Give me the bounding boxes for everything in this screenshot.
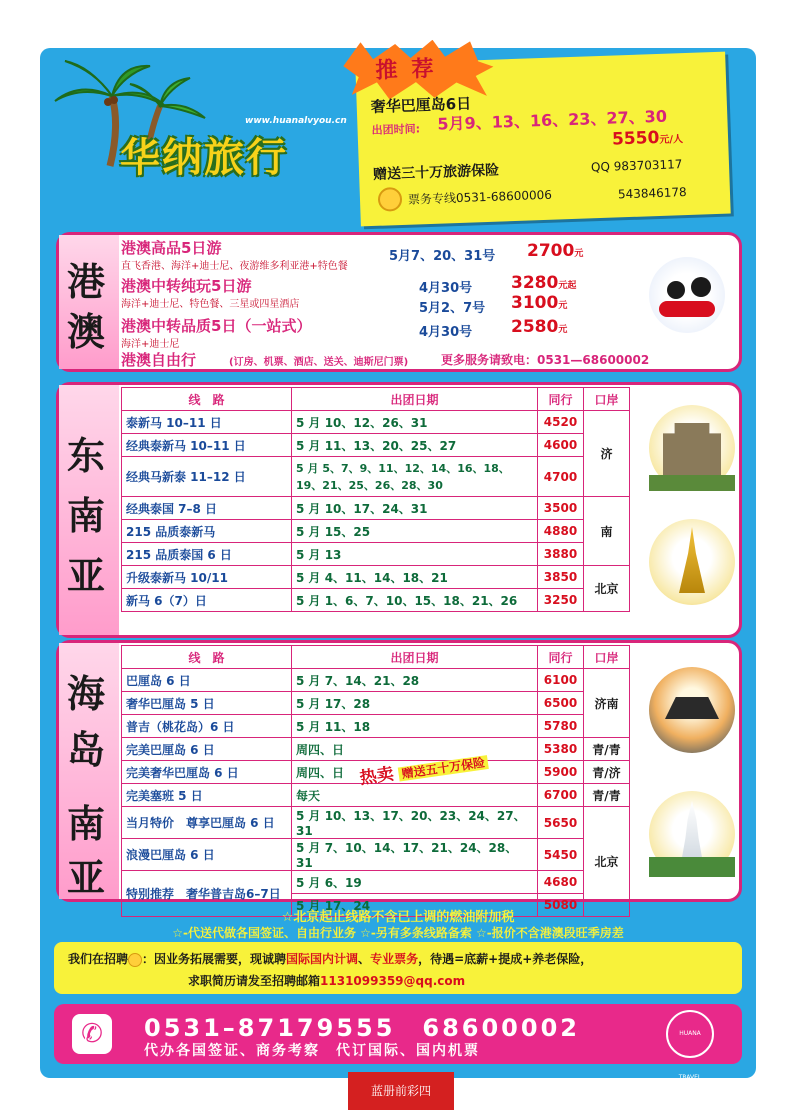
company-stamp: HUANA TRAVEL <box>666 1010 714 1058</box>
route-title: 港澳中转纯玩5日游 <box>121 277 252 295</box>
port-cell: 青/青 <box>584 738 630 761</box>
side-char: 岛 <box>67 727 106 772</box>
contact-box <box>54 1004 742 1081</box>
header-price: 同行 <box>538 388 584 411</box>
free-travel-title: 港澳自由行 <box>121 351 197 369</box>
route-price: 4680 <box>538 871 584 894</box>
church-ruins-image <box>649 405 735 491</box>
route-price: 3100元 <box>511 293 568 313</box>
table-row <box>122 566 630 589</box>
smiley-icon <box>378 187 403 212</box>
route-name: 巴厘岛 6 日 <box>122 669 292 692</box>
side-char: 南 <box>67 801 106 846</box>
route-price: 5780 <box>538 715 584 738</box>
notice-line: ☆北京起止线路不含已上调的燃油附加税 <box>281 910 515 925</box>
route-name: 经典泰新马 10–11 日 <box>122 434 292 457</box>
route-dates: 5 月 11、13、20、25、27 <box>292 434 538 457</box>
phone-icon: ✆ <box>72 1014 112 1054</box>
promo-phone: 票务专线0531-68600006 <box>407 187 553 207</box>
route-price: 3880 <box>538 543 584 566</box>
route-dates: 5 月 10、17、24、31 <box>292 497 538 520</box>
header-price: 同行 <box>538 646 584 669</box>
route-title: 港澳高品5日游 <box>121 239 222 257</box>
route-dates: 5 月 6、19 <box>292 871 538 894</box>
side-char: 澳 <box>67 309 106 354</box>
table-row <box>122 497 630 520</box>
hk-macau-section <box>56 232 742 372</box>
table-row <box>122 738 630 761</box>
island-section <box>56 640 742 913</box>
route-dates: 5 月 15、25 <box>292 520 538 543</box>
route-name: 特别推荐 奢华普吉岛6–7日 <box>122 871 292 917</box>
temple-image <box>649 519 735 605</box>
notice-line: ☆-代送代做各国签证、自由行业务 ☆-另有多条线路备索 ☆-报价不含港澳段旺季房差 <box>172 926 624 940</box>
header-route: 线 路 <box>122 388 292 411</box>
route-name: 完美塞班 5 日 <box>122 784 292 807</box>
side-char: 东 <box>67 433 106 478</box>
route-price: 2700元 <box>527 241 584 261</box>
route-price: 3280元起 <box>511 273 577 293</box>
route-dates: 5 月 17、28 <box>292 692 538 715</box>
table-row <box>122 807 630 839</box>
hot-sale-banner: 热卖 赠送五十万保险 <box>358 746 489 789</box>
table-row <box>122 434 630 457</box>
route-price: 5450 <box>538 839 584 871</box>
route-dates: 5 月 17、24 <box>292 894 538 917</box>
table-row <box>122 520 630 543</box>
route-dates: 5 月 4、11、14、18、21 <box>292 566 538 589</box>
promo-dates: 5月9、13、16、23、27、30 <box>437 106 668 134</box>
route-dates: 周四、日 <box>292 761 538 784</box>
route-price: 6500 <box>538 692 584 715</box>
side-char: 港 <box>67 259 106 304</box>
brochure-page <box>40 48 756 1081</box>
table-header-row <box>122 646 630 669</box>
route-date: 4月30号 <box>419 281 473 296</box>
side-char: 亚 <box>67 553 106 598</box>
promo-qq2: 543846178 <box>617 185 687 202</box>
table-row <box>122 457 630 497</box>
route-price: 4700 <box>538 457 584 497</box>
header-route: 线 路 <box>122 646 292 669</box>
disney-image <box>649 257 725 333</box>
route-price: 4880 <box>538 520 584 543</box>
route-dates: 5 月 1、6、7、10、15、18、21、26 <box>292 589 538 612</box>
route-dates: 5 月 11、18 <box>292 715 538 738</box>
side-char: 海 <box>67 671 106 716</box>
route-name: 215 品质泰国 6 日 <box>122 543 292 566</box>
route-price: 3250 <box>538 589 584 612</box>
recruit-line: 我们在招聘 ：因业务拓展需要，现诚聘国际国内计调、专业票务，待遇=底薪+提成+养老保险， <box>68 952 593 966</box>
route-dates: 5 月 13 <box>292 543 538 566</box>
recruit-line: 求职简历请发至招聘邮箱1131099359@qq.com <box>188 974 466 988</box>
route-name: 当月特价 尊享巴厘岛 6 日 <box>122 807 292 839</box>
bali-sunset-image <box>649 667 735 753</box>
route-name: 新马 6（7）日 <box>122 589 292 612</box>
route-price: 5080 <box>538 894 584 917</box>
table-row <box>122 871 630 894</box>
route-date: 4月30号 <box>419 325 473 340</box>
promo-product: 奢华巴厘岛6日 <box>370 94 472 116</box>
promo-qq: QQ 983703117 <box>590 157 683 175</box>
port-cell: 青/青 <box>584 784 630 807</box>
side-char: 亚 <box>67 855 106 900</box>
route-dates: 5 月 7、10、14、17、21、24、28、31 <box>292 839 538 871</box>
table-row <box>122 543 630 566</box>
table-row <box>122 692 630 715</box>
table-row <box>122 784 630 807</box>
route-sub: 海洋+迪士尼、特色餐、三星或四星酒店 <box>121 299 300 310</box>
route-dates: 5 月 7、14、21、28 <box>292 669 538 692</box>
route-dates: 5 月 5、7、9、11、12、14、16、18、19、21、25、26、28、30 <box>292 457 538 497</box>
logo <box>50 56 347 226</box>
pagoda-image <box>649 791 735 877</box>
route-name: 完美奢华巴厘岛 6 日 <box>122 761 292 784</box>
more-service: 更多服务请致电：0531—68600002 <box>441 353 650 367</box>
route-price: 5650 <box>538 807 584 839</box>
header-port: 口岸 <box>584 388 630 411</box>
promo-card <box>355 52 730 227</box>
table-row <box>122 411 630 434</box>
table-header-row <box>122 388 630 411</box>
phone-number: 0531–87179555 68600002 <box>144 1014 580 1042</box>
table-row <box>122 589 630 612</box>
promo-dates-label: 出团时间: <box>371 122 421 137</box>
route-price: 6700 <box>538 784 584 807</box>
route-name: 普吉（桃花岛）6 日 <box>122 715 292 738</box>
route-price: 3500 <box>538 497 584 520</box>
route-price: 4600 <box>538 434 584 457</box>
route-price: 3850 <box>538 566 584 589</box>
route-sub: 海洋+迪士尼 <box>121 339 180 350</box>
port-cell: 北京 <box>584 807 630 917</box>
route-name: 升级泰新马 10/11 <box>122 566 292 589</box>
table-row <box>122 715 630 738</box>
route-name: 215 品质泰新马 <box>122 520 292 543</box>
port-cell: 青/济 <box>584 761 630 784</box>
port-cell: 北京 <box>584 566 630 612</box>
route-title: 港澳中转品质5日（一站式） <box>121 317 312 335</box>
table-row <box>122 669 630 692</box>
route-dates: 5 月 10、13、17、20、23、24、27、31 <box>292 807 538 839</box>
free-travel-sub: (订房、机票、酒店、送关、迪斯尼门票) <box>229 357 409 368</box>
recruit-email: 1131099359@qq.com <box>320 974 466 988</box>
route-dates: 周四、日 <box>292 738 538 761</box>
page-footer-label: 蓝册前彩四 <box>348 1072 454 1110</box>
route-name: 奢华巴厘岛 5 日 <box>122 692 292 715</box>
route-name: 浪漫巴厘岛 6 日 <box>122 839 292 871</box>
route-price: 5380 <box>538 738 584 761</box>
route-price: 6100 <box>538 669 584 692</box>
promo-title: 推荐 <box>375 55 448 84</box>
route-price: 4520 <box>538 411 584 434</box>
header-dates: 出团日期 <box>292 388 538 411</box>
port-cell: 南 <box>584 497 630 566</box>
route-price: 2580元 <box>511 317 568 337</box>
route-name: 经典泰国 7–8 日 <box>122 497 292 520</box>
route-date: 5月2、7号 <box>419 301 486 316</box>
route-dates: 5 月 10、12、26、31 <box>292 411 538 434</box>
header-port: 口岸 <box>584 646 630 669</box>
smiley-icon <box>128 953 142 967</box>
sea-route-table <box>121 387 630 612</box>
promo-gift: 赠送三十万旅游保险 <box>372 162 500 183</box>
table-row <box>122 839 630 871</box>
route-date: 5月7、20、31号 <box>389 249 496 264</box>
services-text: 代办各国签证、商务考察 代订国际、国内机票 <box>144 1043 480 1059</box>
logo-url: www.huanalvyou.cn <box>245 116 347 126</box>
recruit-box <box>54 942 742 994</box>
header-dates: 出团日期 <box>292 646 538 669</box>
port-cell: 济 <box>584 411 630 497</box>
route-dates: 每天 <box>292 784 538 807</box>
side-char: 南 <box>67 493 106 538</box>
route-price: 5900 <box>538 761 584 784</box>
route-sub: 直飞香港、海洋+迪士尼、夜游维多利亚港+特色餐 <box>121 261 348 272</box>
route-name: 完美巴厘岛 6 日 <box>122 738 292 761</box>
southeast-asia-section <box>56 382 742 638</box>
port-cell: 济南 <box>584 669 630 738</box>
route-name: 泰新马 10–11 日 <box>122 411 292 434</box>
route-name: 经典马新泰 11–12 日 <box>122 457 292 497</box>
logo-text: 华纳旅行 <box>120 134 288 181</box>
promo-price: 5550元/人 <box>611 127 684 150</box>
